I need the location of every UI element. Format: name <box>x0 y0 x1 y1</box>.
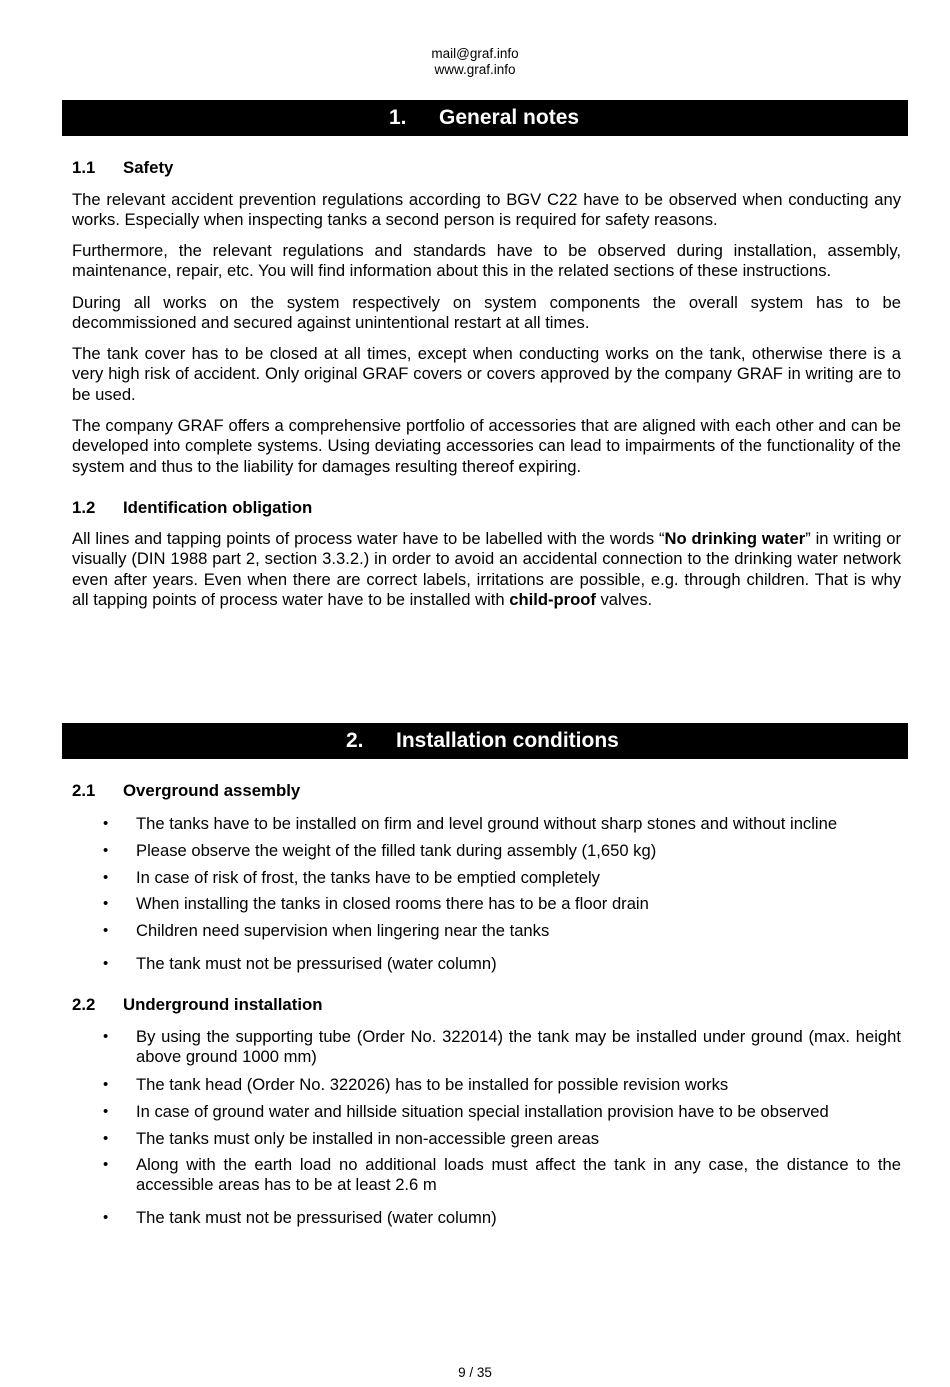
child-proof-label: child-proof <box>509 590 596 610</box>
heading-underground-title: Underground installation <box>123 995 323 1014</box>
page-header <box>0 46 950 78</box>
safety-paragraph-3: During all works on the system respectively on system components the overall system has to be decommissioned and secured against unintentional restart at all times. <box>72 293 901 333</box>
identification-text-1: All lines and tapping points of process water have to be labelled with the words “ <box>72 529 665 548</box>
list-item <box>103 921 901 941</box>
list-item-text: By using the supporting tube (Order No. 322014) the tank may be installed under ground (max. height above ground 1000 mm) <box>136 1027 901 1067</box>
bullet-icon: • <box>103 1103 109 1120</box>
header-website: www.graf.info <box>434 62 516 77</box>
list-item-text: The tank must not be pressurised (water column) <box>136 954 497 973</box>
list-item <box>103 1129 901 1149</box>
bullet-icon: • <box>103 955 109 972</box>
heading-overground-title: Overground assembly <box>123 781 301 800</box>
bullet-icon: • <box>103 1209 109 1226</box>
header-email: mail@graf.info <box>431 46 519 61</box>
bullet-icon: • <box>103 869 109 886</box>
list-item <box>103 1027 901 1068</box>
list-item-text: When installing the tanks in closed rooms there has to be a floor drain <box>136 894 649 913</box>
section-2-number: 2. <box>346 729 364 752</box>
safety-paragraph-5: The company GRAF offers a comprehensive portfolio of accessories that are aligned with each other and can be developed into complete systems. Using deviating accessories can lead to impairments of the functionality of the system and thus to the liability for damages resulting thereof expiring. <box>72 416 901 476</box>
list-item <box>103 841 901 861</box>
heading-underground-number: 2.2 <box>72 995 96 1014</box>
heading-overground-number: 2.1 <box>72 781 96 800</box>
list-item-text: The tank must not be pressurised (water column) <box>136 1208 497 1227</box>
heading-identification-title: Identification obligation <box>123 498 313 517</box>
bullet-icon: • <box>103 815 109 832</box>
list-item-text: In case of ground water and hillside situation special installation provision have to be observed <box>136 1102 829 1121</box>
bullet-icon: • <box>103 1028 109 1045</box>
bullet-icon: • <box>103 1130 109 1147</box>
identification-paragraph <box>72 529 901 611</box>
safety-paragraph-1: The relevant accident prevention regulations according to BGV C22 have to be observed when conducting any works. Especially when inspecting tanks a second person is required for safety reasons. <box>72 190 901 230</box>
bullet-icon: • <box>103 922 109 939</box>
bullet-icon: • <box>103 1076 109 1093</box>
list-item-text: Please observe the weight of the filled tank during assembly (1,650 kg) <box>136 841 657 860</box>
list-item <box>103 1155 901 1196</box>
list-item <box>103 868 901 888</box>
section-1-number: 1. <box>389 106 407 129</box>
identification-text-3: valves. <box>595 590 653 610</box>
heading-safety <box>72 158 173 178</box>
bullet-icon: • <box>103 842 109 859</box>
list-item <box>103 1102 901 1122</box>
section-1-title: General notes <box>439 106 580 129</box>
heading-underground <box>72 995 323 1015</box>
section-2-banner <box>62 723 908 759</box>
list-item-text: In case of risk of frost, the tanks have to be emptied completely <box>136 868 600 887</box>
list-item-text: The tanks have to be installed on firm and level ground without sharp stones and without incline <box>136 814 838 833</box>
list-item <box>103 1208 901 1228</box>
list-item-text: The tanks must only be installed in non-accessible green areas <box>136 1129 600 1148</box>
no-drinking-water-label: No drinking water <box>664 529 806 548</box>
heading-identification-number: 1.2 <box>72 498 96 517</box>
heading-overground <box>72 781 300 801</box>
safety-paragraph-4: The tank cover has to be closed at all times, except when conducting works on the tank, otherwise there is a very high risk of accident. Only original GRAF covers or covers approved by the company GRAF in writing are to be used. <box>72 344 901 404</box>
identification-text-2: ” in writing or visually (DIN 1988 part 2, section 3.3.2.) in order to avoid an accidental connection to the drinking water network even after years. Even when there are correct labels, irritations are possible, e.g. through children. That is why all tapping points of process water have to be installed with <box>72 529 902 610</box>
list-item <box>103 1075 901 1095</box>
section-1-banner <box>62 100 908 136</box>
list-item-text: The tank head (Order No. 322026) has to be installed for possible revision works <box>136 1075 729 1094</box>
heading-identification <box>72 498 312 518</box>
list-item <box>103 894 901 914</box>
list-item <box>103 954 901 974</box>
list-item-text: Along with the earth load no additional loads must affect the tank in any case, the distance to the accessible areas has to be at least 2.6 m <box>136 1155 901 1195</box>
list-item-text: Children need supervision when lingering near the tanks <box>136 921 550 940</box>
section-2-title: Installation conditions <box>396 729 619 752</box>
heading-safety-title: Safety <box>123 158 174 177</box>
safety-paragraph-2: Furthermore, the relevant regulations and standards have to be observed during installation, assembly, maintenance, repair, etc. You will find information about this in the related sections of these instructions. <box>72 241 901 281</box>
heading-safety-number: 1.1 <box>72 158 96 177</box>
bullet-icon: • <box>103 1156 109 1173</box>
bullet-icon: • <box>103 895 109 912</box>
page-number: 9 / 35 <box>458 1365 492 1380</box>
list-item <box>103 814 901 834</box>
